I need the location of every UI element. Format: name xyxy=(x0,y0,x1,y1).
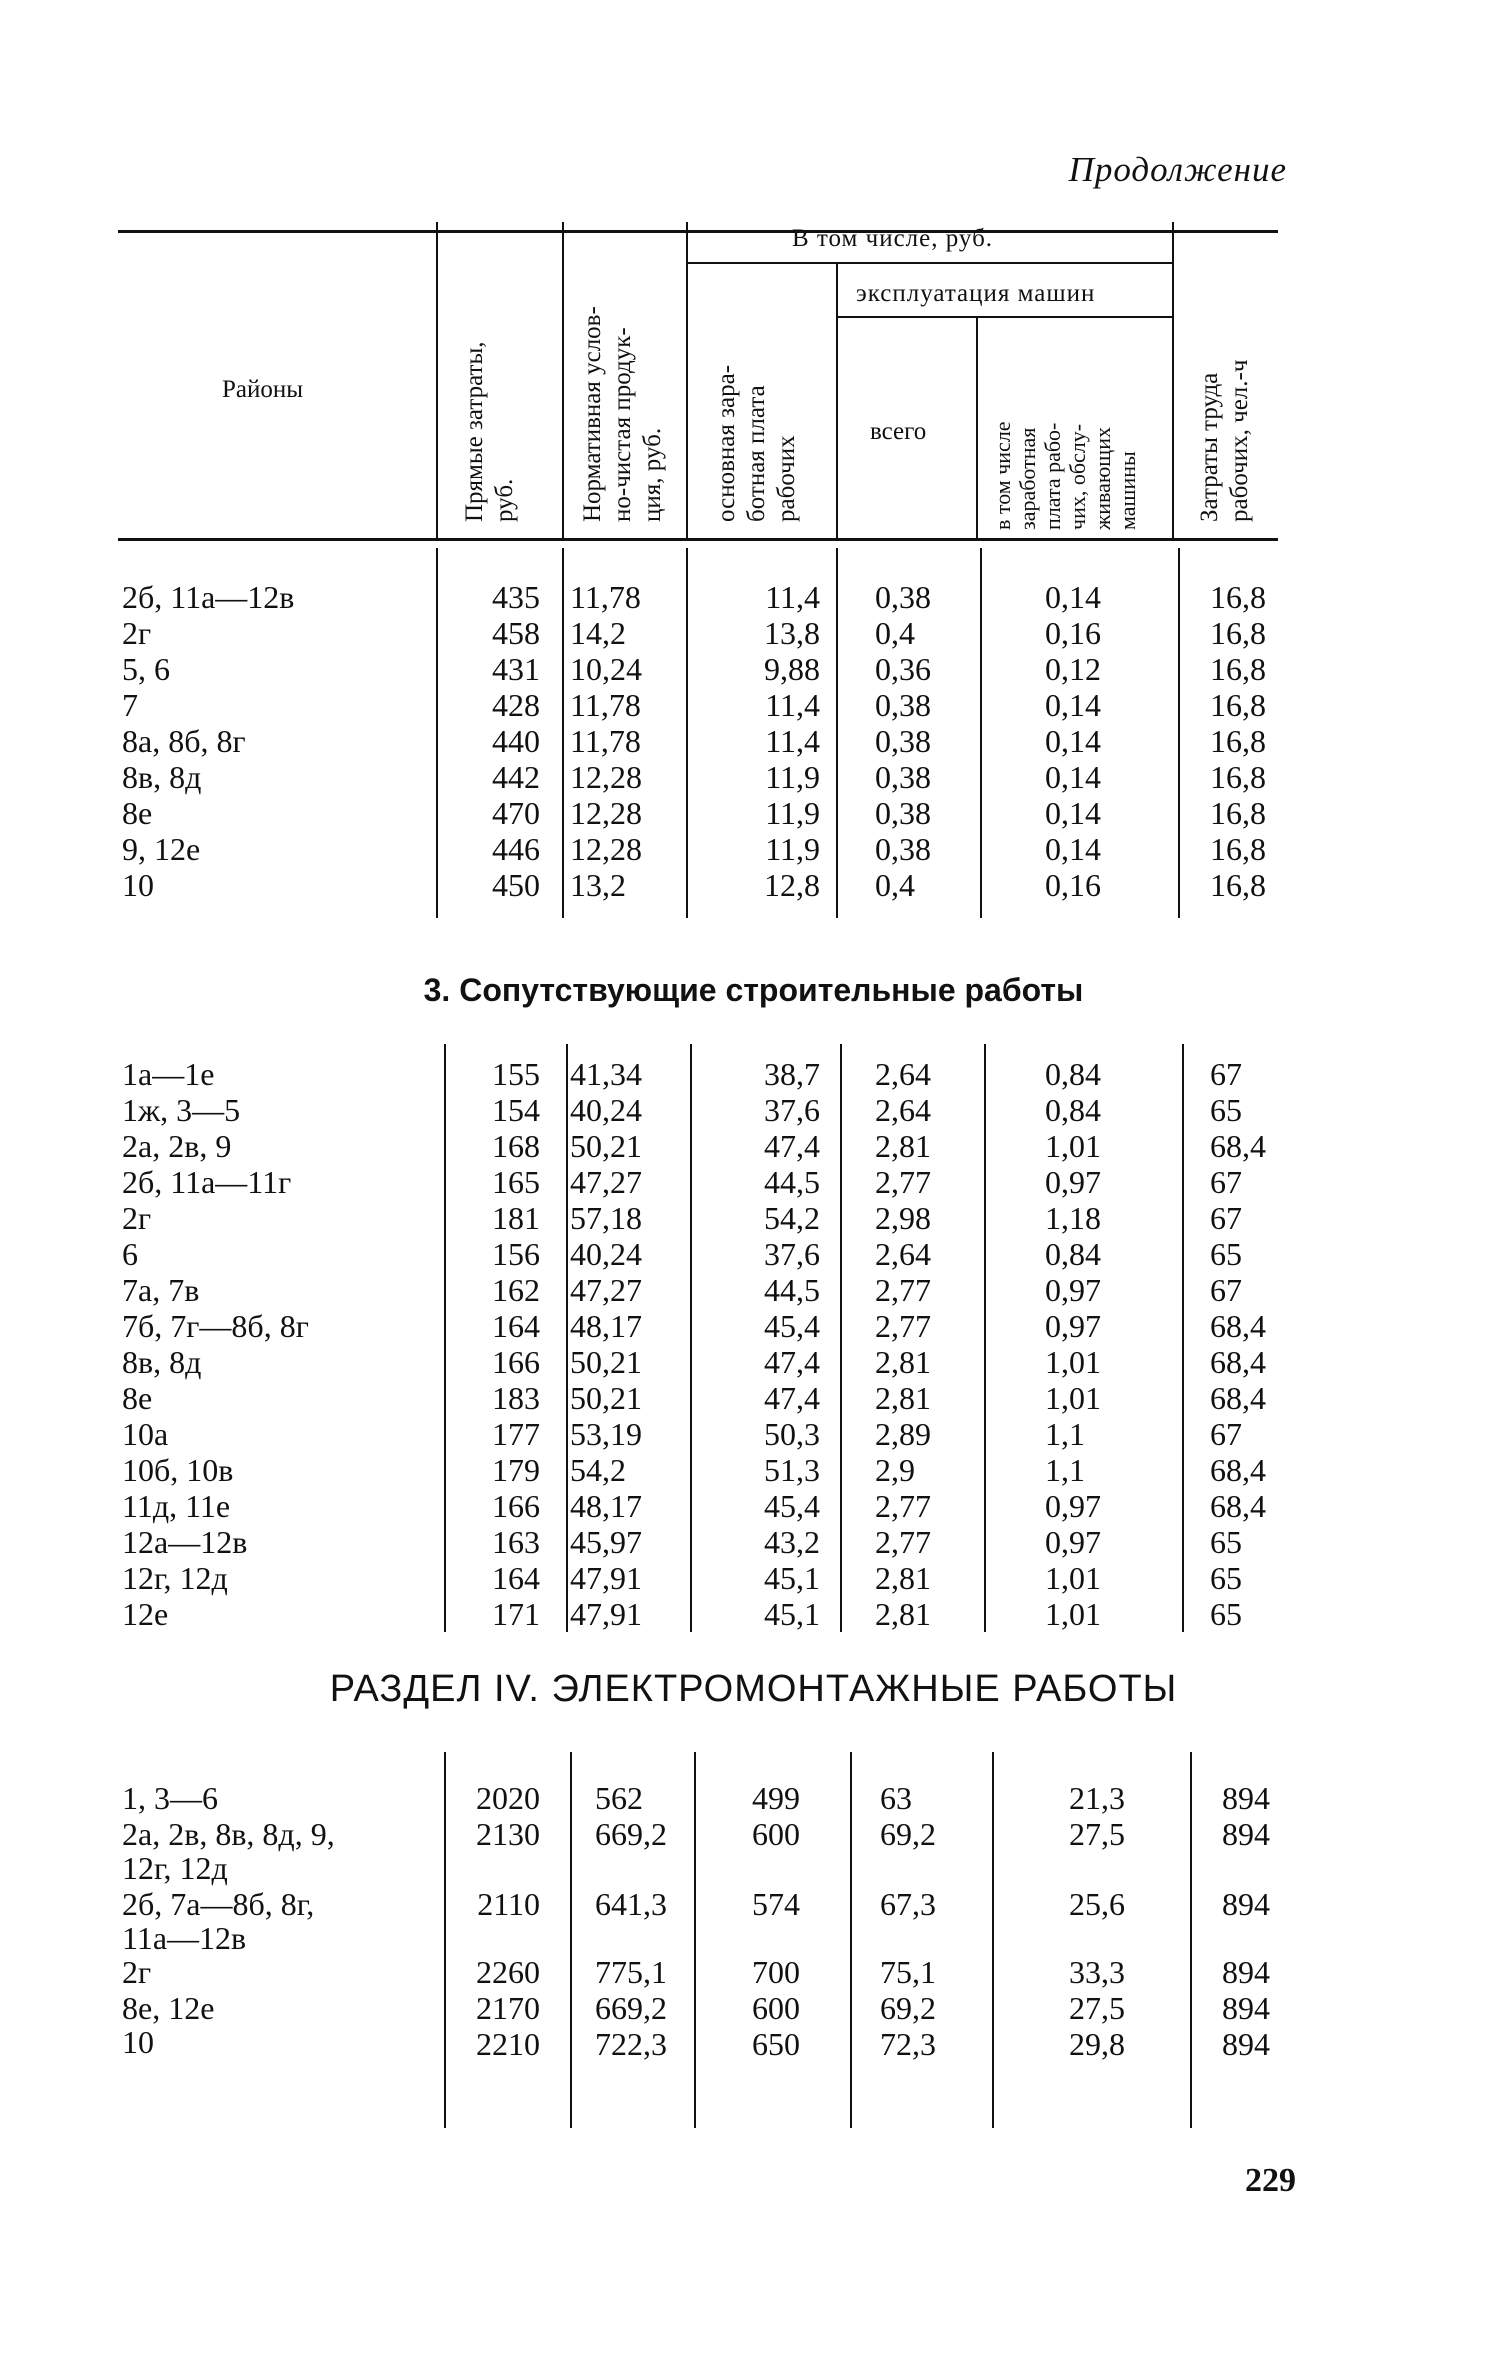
region-cell: 2г xyxy=(122,615,152,651)
region-line: 12г, 12д xyxy=(122,1850,228,1886)
table-row: 8а, 8б, 8г 440 11,78 11,4 0,38 0,14 16,8 xyxy=(122,723,1266,759)
table-row: 12е 171 47,91 45,1 2,81 1,01 65 xyxy=(122,1596,1242,1632)
region-cell: 2б, 11а—12в xyxy=(122,579,295,615)
table-row: 6 156 40,24 37,6 2,64 0,84 65 xyxy=(122,1236,1242,1272)
region-cell: 1а—1е xyxy=(122,1056,215,1092)
header-machine-op: эксплуатация машин xyxy=(856,280,1096,307)
header-top-rule xyxy=(118,230,1278,233)
region-line: 1, 3—6 xyxy=(122,1780,218,1816)
region-cell: 10 xyxy=(122,867,154,903)
table-row: 11д, 11е 166 48,17 45,4 2,77 0,97 68,4 xyxy=(122,1488,1266,1524)
machine-underline xyxy=(838,316,1172,318)
hdr-divider-3 xyxy=(686,222,688,538)
table-row: 5, 6 431 10,24 9,88 0,36 0,12 16,8 xyxy=(122,651,1266,687)
region-cell: 10а xyxy=(122,1416,169,1452)
table-row: 8е 470 12,28 11,9 0,38 0,14 16,8 xyxy=(122,795,1266,831)
header-total: всего xyxy=(870,418,927,445)
table-row: 2г 458 14,2 13,8 0,4 0,16 16,8 xyxy=(122,615,1266,651)
table-row: 12г, 12д 164 47,91 45,1 2,81 1,01 65 xyxy=(122,1560,1242,1596)
table-row: 8в, 8д 442 12,28 11,9 0,38 0,14 16,8 xyxy=(122,759,1266,795)
page-number: 229 xyxy=(1245,2162,1296,2199)
table-row: 2б, 11а—12в 435 11,78 11,4 0,38 0,14 16,8 xyxy=(122,579,1266,615)
region-cell: 6 xyxy=(122,1236,138,1272)
table-row: 2130 669,2 600 69,2 27,5 894 xyxy=(476,1816,1270,1852)
hdr-divider-2 xyxy=(562,222,564,538)
table-row: 9, 12е 446 12,28 11,9 0,38 0,14 16,8 xyxy=(122,831,1266,867)
hdr-divider-1 xyxy=(436,222,438,538)
section-3-title: 3. Сопутствующие строительные работы xyxy=(423,972,1084,1008)
region-cell: 7а, 7в xyxy=(122,1272,200,1308)
table-row: 12а—12в 163 45,97 43,2 2,77 0,97 65 xyxy=(122,1524,1242,1560)
table-row: 2110 641,3 574 67,3 25,6 894 xyxy=(477,1886,1270,1922)
table-row: 2020 562 499 63 21,3 894 xyxy=(476,1780,1270,1816)
region-cell: 8в, 8д xyxy=(122,759,202,795)
table-row: 7б, 7г—8б, 8г 164 48,17 45,4 2,77 0,97 68,4 xyxy=(122,1308,1266,1344)
region-cell: 8е xyxy=(122,795,153,831)
table-row: 7 428 11,78 11,4 0,38 0,14 16,8 xyxy=(122,687,1266,723)
region-cell: 1ж, 3—5 xyxy=(122,1092,241,1128)
incl-underline xyxy=(688,262,1172,264)
table-row: 1ж, 3—5 154 40,24 37,6 2,64 0,84 65 xyxy=(122,1092,1242,1128)
region-cell: 10б, 10в xyxy=(122,1452,234,1488)
continuation-label: Продолжение xyxy=(1068,150,1287,189)
region-line: 11а—12в xyxy=(122,1920,247,1956)
header-incl-wage: в том числе заработная плата рабо- чих, обслу- живающих машины xyxy=(990,421,1140,530)
region-cell: 2а, 2в, 9 xyxy=(122,1128,232,1164)
region-cell: 11д, 11е xyxy=(122,1488,231,1524)
table-row: 2г 181 57,18 54,2 2,98 1,18 67 xyxy=(122,1200,1242,1236)
region-line: 8е, 12е xyxy=(122,1990,215,2026)
region-line: 2б, 7а—8б, 8г, xyxy=(122,1886,315,1922)
hdr-divider-5 xyxy=(976,318,978,538)
region-line: 10 xyxy=(122,2024,154,2060)
region-cell: 5, 6 xyxy=(122,651,170,687)
region-cell: 12а—12в xyxy=(122,1524,248,1560)
table-row: 2210 722,3 650 72,3 29,8 894 xyxy=(476,2026,1270,2062)
table-row: 2б, 11а—11г 165 47,27 44,5 2,77 0,97 67 xyxy=(122,1164,1242,1200)
region-cell: 8а, 8б, 8г xyxy=(122,723,246,759)
region-cell: 7б, 7г—8б, 8г xyxy=(122,1308,309,1344)
header-base-wage: основная зара- ботная плата рабочих xyxy=(713,364,800,522)
region-cell: 8е xyxy=(122,1380,153,1416)
table-row: 7а, 7в 162 47,27 44,5 2,77 0,97 67 xyxy=(122,1272,1242,1308)
region-cell: 2б, 11а—11г xyxy=(122,1164,292,1200)
header-direct-costs: Прямые затраты, руб. xyxy=(461,341,518,522)
hdr-divider-4 xyxy=(836,264,838,538)
header-bottom-rule xyxy=(118,538,1278,541)
table-row: 2а, 2в, 9 168 50,21 47,4 2,81 1,01 68,4 xyxy=(122,1128,1266,1164)
region-cell: 12г, 12д xyxy=(122,1560,228,1596)
table-row: 8в, 8д 166 50,21 47,4 2,81 1,01 68,4 xyxy=(122,1344,1266,1380)
header-incl-rub: В том числе, руб. xyxy=(792,225,994,252)
section-4-title: РАЗДЕЛ IV. ЭЛЕКТРОМОНТАЖНЫЕ РАБОТЫ xyxy=(329,1668,1178,1710)
hdr-divider-6 xyxy=(1172,222,1174,538)
region-cell: 7 xyxy=(122,687,138,723)
region-cell: 2г xyxy=(122,1200,152,1236)
table-row: 8е 183 50,21 47,4 2,81 1,01 68,4 xyxy=(122,1380,1266,1416)
header-regions: Районы xyxy=(222,376,304,403)
region-cell: 12е xyxy=(122,1596,169,1632)
table-row: 2260 775,1 700 75,1 33,3 894 xyxy=(476,1954,1270,1990)
region-cell: 8в, 8д xyxy=(122,1344,202,1380)
region-line: 2г xyxy=(122,1954,152,1990)
region-line: 2а, 2в, 8в, 8д, 9, xyxy=(122,1816,335,1852)
table-row: 1а—1е 155 41,34 38,7 2,64 0,84 67 xyxy=(122,1056,1242,1092)
table-row: 10 450 13,2 12,8 0,4 0,16 16,8 xyxy=(122,867,1266,903)
table-row: 10а 177 53,19 50,3 2,89 1,1 67 xyxy=(122,1416,1242,1452)
region-cell: 9, 12е xyxy=(122,831,201,867)
header-normative-net: Нормативная услов- но-чистая продук- ция, руб. xyxy=(579,306,666,522)
header-labor-costs: Затраты труда рабочих, чел.-ч xyxy=(1196,359,1253,522)
table-row: 10б, 10в 179 54,2 51,3 2,9 1,1 68,4 xyxy=(122,1452,1266,1488)
table-row: 2170 669,2 600 69,2 27,5 894 xyxy=(476,1990,1270,2026)
